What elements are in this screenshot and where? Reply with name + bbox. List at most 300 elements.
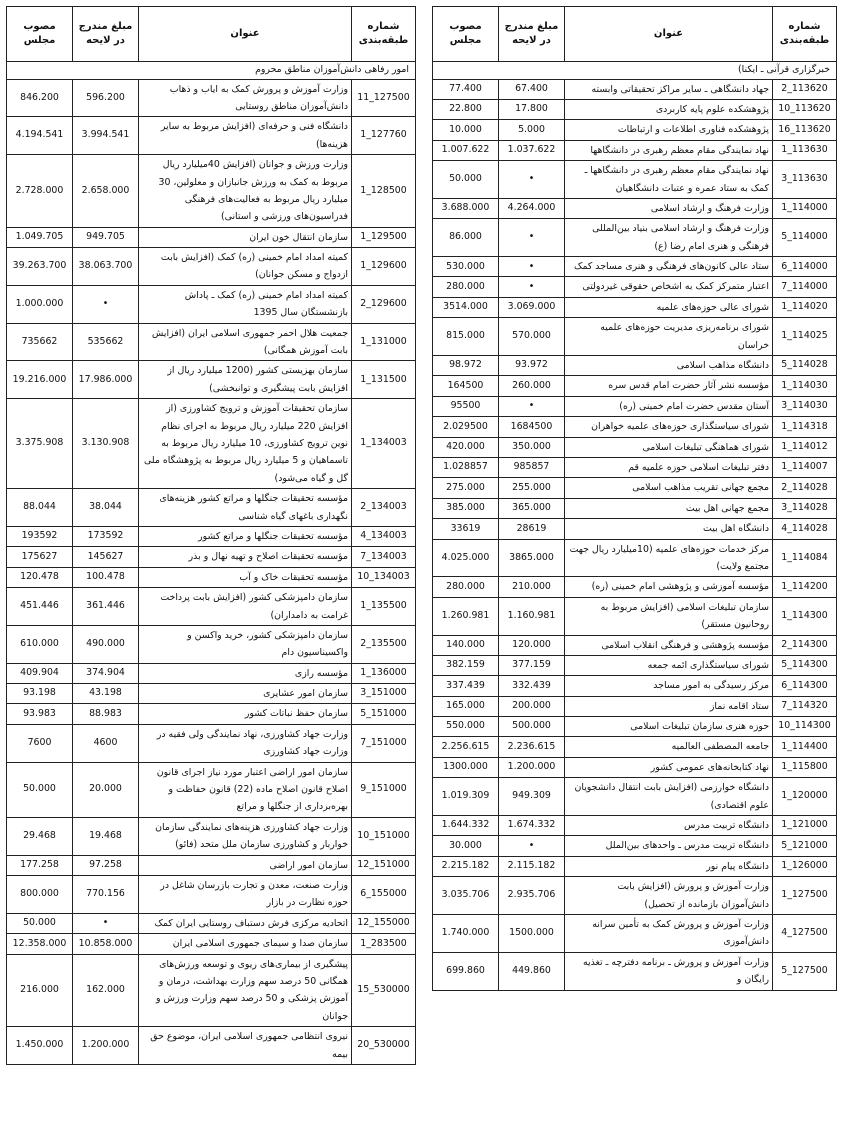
- section-title: خبرگزاری قرآنی ـ ایکنا): [433, 62, 837, 80]
- table-row: [7, 934, 416, 954]
- table-row: [433, 539, 837, 577]
- item-title: وزارت ورزش و جوانان (افزایش 40میلیارد ریال مربوط به کمک به ورزش جانبازان و معلولین، 30 میلیارد ریال مربوط به فعالیت‌های فرهنگی فدراسیون‌های ورزشی و استانی): [139, 155, 352, 228]
- approved-amount: 2.256.615: [433, 737, 499, 757]
- bill-amount: 28619: [499, 519, 565, 539]
- approved-amount: 3514.000: [433, 297, 499, 317]
- bill-amount: 3.069.000: [499, 297, 565, 317]
- bill-amount: 17.800: [499, 99, 565, 119]
- table-row: [433, 676, 837, 696]
- bill-amount: 3.994.541: [73, 117, 139, 155]
- table-row: [7, 875, 416, 913]
- approved-amount: 1.019.309: [433, 778, 499, 816]
- table-row: [7, 762, 416, 817]
- approved-amount: 280.000: [433, 577, 499, 597]
- item-title: دانشگاه تربیت مدرس: [565, 816, 773, 836]
- header-approved: مصوب مجلس: [7, 7, 73, 62]
- approved-amount: 1.644.332: [433, 816, 499, 836]
- classification-code: 127500_5: [773, 952, 837, 990]
- bill-amount: 210.000: [499, 577, 565, 597]
- item-title: پژوهشکده فناوری اطلاعات و ارتباطات: [565, 120, 773, 140]
- bill-amount: 1.200.000: [499, 757, 565, 777]
- approved-amount: 735662: [7, 323, 73, 361]
- classification-code: 114007_1: [773, 458, 837, 478]
- item-title: وزارت جهاد کشاورزی، نهاد نمایندگی ولی فقیه در وزارت جهاد کشاورزی: [139, 724, 352, 762]
- approved-amount: 4.025.000: [433, 539, 499, 577]
- approved-amount: 165.000: [433, 696, 499, 716]
- item-title: آستان مقدس حضرت امام خمینی (ره): [565, 396, 773, 416]
- header-code: شماره طبقه‌بندی: [773, 7, 837, 62]
- table-row: [433, 478, 837, 498]
- classification-code: 155000_6: [352, 875, 416, 913]
- classification-code: 126000_1: [773, 856, 837, 876]
- approved-amount: 98.972: [433, 356, 499, 376]
- classification-code: 114000_7: [773, 277, 837, 297]
- approved-amount: 22.800: [433, 99, 499, 119]
- item-title: مؤسسه تحقیقات خاک و آب: [139, 567, 352, 587]
- table-row: [7, 323, 416, 361]
- item-title: اتحادیه مرکزی فرش دستباف روستایی ایران کمک: [139, 913, 352, 933]
- classification-code: 151000_3: [352, 684, 416, 704]
- bill-amount: •: [499, 161, 565, 199]
- bill-amount: 596.200: [73, 79, 139, 117]
- classification-code: 120000_1: [773, 778, 837, 816]
- header-code: شماره طبقه‌بندی: [352, 7, 416, 62]
- approved-amount: 1300.000: [433, 757, 499, 777]
- table-row: [433, 99, 837, 119]
- table-row: [433, 519, 837, 539]
- table-row: [433, 417, 837, 437]
- bill-amount: 17.986.000: [73, 361, 139, 399]
- classification-code: 114200_1: [773, 577, 837, 597]
- approved-amount: 19.216.000: [7, 361, 73, 399]
- classification-code: 114028_2: [773, 478, 837, 498]
- bill-amount: 985857: [499, 458, 565, 478]
- budget-table-left: [6, 6, 416, 1065]
- bill-amount: 1.674.332: [499, 816, 565, 836]
- bill-amount: 377.159: [499, 655, 565, 675]
- table-row: [7, 79, 416, 117]
- approved-amount: 50.000: [7, 762, 73, 817]
- table-row: [7, 954, 416, 1027]
- approved-amount: 164500: [433, 376, 499, 396]
- bill-amount: 38.063.700: [73, 248, 139, 286]
- table-row: [7, 855, 416, 875]
- item-title: مؤسسه تحقیقات جنگلها و مراتع کشور: [139, 526, 352, 546]
- item-title: سازمان امور اراضی اعتبار مورد نیاز اجرای قانون اصلاح قانون اصلاح ماده (22) قانون حفاظت و بهره‌برداری از جنگلها و مراتع: [139, 762, 352, 817]
- classification-code: 114028_5: [773, 356, 837, 376]
- table-row: [7, 817, 416, 855]
- approved-amount: 610.000: [7, 625, 73, 663]
- table-row: [433, 140, 837, 160]
- table-row: [433, 79, 837, 99]
- approved-amount: 1.028857: [433, 458, 499, 478]
- header-row: [433, 7, 837, 62]
- item-title: مؤسسه آموزشی و پژوهشی امام خمینی (ره): [565, 577, 773, 597]
- bill-amount: 1.037.622: [499, 140, 565, 160]
- section-row: [7, 62, 416, 80]
- item-title: سازمان امور عشایری: [139, 684, 352, 704]
- approved-amount: 337.439: [433, 676, 499, 696]
- approved-amount: 88.044: [7, 489, 73, 527]
- classification-code: 113630_1: [773, 140, 837, 160]
- item-title: سازمان تحقیقات آموزش و ترویج کشاورزی (از افزایش 220 میلیارد ریال مربوط به اجرای نظام نوین ترویج کشاورزی، 10 میلیارد ریال مربوط به تاسماهیان و 5 میلیارد ریال مربوط به پژوهشگاه ملی گل و گیاه می‌شود): [139, 399, 352, 489]
- bill-amount: 260.000: [499, 376, 565, 396]
- approved-amount: 1.007.622: [433, 140, 499, 160]
- item-title: پژوهشکده علوم پایه کاربردی: [565, 99, 773, 119]
- approved-amount: 1.740.000: [433, 914, 499, 952]
- bill-amount: 10.858.000: [73, 934, 139, 954]
- item-title: وزارت صنعت، معدن و تجارت بازرسان شاغل در حوزه نظارت در بازار: [139, 875, 352, 913]
- table-row: [7, 285, 416, 323]
- approved-amount: 33619: [433, 519, 499, 539]
- approved-amount: 699.860: [433, 952, 499, 990]
- header-title: عنوان: [565, 7, 773, 62]
- item-title: مجمع جهانی تقریب مذاهب اسلامی: [565, 478, 773, 498]
- classification-code: 114030_3: [773, 396, 837, 416]
- bill-amount: 500.000: [499, 717, 565, 737]
- table-row: [7, 526, 416, 546]
- classification-code: 114025_1: [773, 318, 837, 356]
- bill-amount: 949.705: [73, 227, 139, 247]
- approved-amount: 530.000: [433, 257, 499, 277]
- bill-amount: 20.000: [73, 762, 139, 817]
- bill-amount: •: [499, 219, 565, 257]
- approved-amount: 1.260.981: [433, 597, 499, 635]
- bill-amount: 1.160.981: [499, 597, 565, 635]
- classification-code: 129500_1: [352, 227, 416, 247]
- item-title: اعتبار متمرکز کمک به اشخاص حقوقی غیردولتی: [565, 277, 773, 297]
- table-row: [433, 597, 837, 635]
- approved-amount: 3.375.908: [7, 399, 73, 489]
- item-title: حوزه هنری سازمان تبلیغات اسلامی: [565, 717, 773, 737]
- classification-code: 114300_6: [773, 676, 837, 696]
- classification-code: 114028_4: [773, 519, 837, 539]
- table-row: [433, 737, 837, 757]
- classification-code: 114030_1: [773, 376, 837, 396]
- table-row: [7, 248, 416, 286]
- table-row: [433, 696, 837, 716]
- classification-code: 128500_1: [352, 155, 416, 228]
- item-title: شورای هماهنگی تبلیغات اسلامی: [565, 437, 773, 457]
- bill-amount: 200.000: [499, 696, 565, 716]
- bill-amount: 4.264.000: [499, 198, 565, 218]
- classification-code: 151000_9: [352, 762, 416, 817]
- approved-amount: 29.468: [7, 817, 73, 855]
- table-row: [433, 356, 837, 376]
- classification-code: 115800_1: [773, 757, 837, 777]
- approved-amount: 4.194.541: [7, 117, 73, 155]
- classification-code: 127500_4: [773, 914, 837, 952]
- bill-amount: 100.478: [73, 567, 139, 587]
- item-title: مرکز رسیدگی به امور مساجد: [565, 676, 773, 696]
- bill-amount: 67.400: [499, 79, 565, 99]
- bill-amount: 570.000: [499, 318, 565, 356]
- classification-code: 114300_1: [773, 597, 837, 635]
- classification-code: 114400_1: [773, 737, 837, 757]
- approved-amount: 39.263.700: [7, 248, 73, 286]
- item-title: کمیته امداد امام خمینی (ره) کمک ـ پاداش بازنشستگان سال 1395: [139, 285, 352, 323]
- classification-code: 114000_5: [773, 219, 837, 257]
- approved-amount: 2.728.000: [7, 155, 73, 228]
- item-title: ستاد عالی کانون‌های فرهنگی و هنری مساجد کمک: [565, 257, 773, 277]
- bill-amount: 88.983: [73, 704, 139, 724]
- table-row: [433, 952, 837, 990]
- classification-code: 114000_1: [773, 198, 837, 218]
- classification-code: 134003_4: [352, 526, 416, 546]
- approved-amount: 2.029500: [433, 417, 499, 437]
- approved-amount: 175627: [7, 547, 73, 567]
- approved-amount: 216.000: [7, 954, 73, 1027]
- item-title: جهاد دانشگاهی ـ سایر مراکز تحقیقاتی وابسته: [565, 79, 773, 99]
- table-row: [433, 396, 837, 416]
- item-title: نهاد نمایندگی مقام معظم رهبری در دانشگاهها ـ کمک به ستاد عمره و عتبات دانشگاهیان: [565, 161, 773, 199]
- header-bill: مبلغ مندرج در لایحه: [73, 7, 139, 62]
- item-title: وزارت آموزش و پرورش کمک به ایاب و ذهاب دانش‌آموزان مناطق روستایی: [139, 79, 352, 117]
- table-row: [433, 219, 837, 257]
- classification-code: 151000_7: [352, 724, 416, 762]
- approved-amount: 420.000: [433, 437, 499, 457]
- classification-code: 155000_12: [352, 913, 416, 933]
- bill-amount: 365.000: [499, 498, 565, 518]
- table-row: [433, 914, 837, 952]
- bill-amount: 2.115.182: [499, 856, 565, 876]
- classification-code: 114318_1: [773, 417, 837, 437]
- item-title: دانشگاه خوارزمی (افزایش بابت انتقال دانشجویان علوم اقتصادی): [565, 778, 773, 816]
- table-row: [433, 498, 837, 518]
- item-title: دانشگاه تربیت مدرس ـ واحدهای بین‌الملل: [565, 836, 773, 856]
- classification-code: 151000_10: [352, 817, 416, 855]
- classification-code: 131000_1: [352, 323, 416, 361]
- approved-amount: 93.983: [7, 704, 73, 724]
- item-title: دانشگاه فنی و حرفه‌ای (افزایش مربوط به سایر هزینه‌ها): [139, 117, 352, 155]
- classification-code: 283500_1: [352, 934, 416, 954]
- bill-amount: 361.446: [73, 588, 139, 626]
- item-title: وزارت آموزش و پرورش ـ برنامه دفترچه ـ تغذیه رایگان و: [565, 952, 773, 990]
- table-row: [7, 227, 416, 247]
- approved-amount: 12.358.000: [7, 934, 73, 954]
- approved-amount: 409.904: [7, 663, 73, 683]
- classification-code: 114084_1: [773, 539, 837, 577]
- header-row: [7, 7, 416, 62]
- classification-code: 121000_5: [773, 836, 837, 856]
- approved-amount: 86.000: [433, 219, 499, 257]
- item-title: شورای سیاستگذاری ائمه جمعه: [565, 655, 773, 675]
- classification-code: 113620_16: [773, 120, 837, 140]
- classification-code: 136000_1: [352, 663, 416, 683]
- approved-amount: 385.000: [433, 498, 499, 518]
- classification-code: 113620_2: [773, 79, 837, 99]
- approved-amount: 3.035.706: [433, 877, 499, 915]
- classification-code: 127760_1: [352, 117, 416, 155]
- table-row: [433, 778, 837, 816]
- item-title: سازمان امور اراضی: [139, 855, 352, 875]
- table-row: [7, 117, 416, 155]
- item-title: مؤسسه تحقیقات اصلاح و تهیه نهال و بذر: [139, 547, 352, 567]
- approved-amount: 2.215.182: [433, 856, 499, 876]
- item-title: وزارت آموزش و پرورش (افزایش بابت دانش‌آموزان بازمانده از تحصیل): [565, 877, 773, 915]
- item-title: شورای سیاستگذاری حوزه‌های علمیه خواهران: [565, 417, 773, 437]
- bill-amount: 145627: [73, 547, 139, 567]
- classification-code: 113620_10: [773, 99, 837, 119]
- bill-amount: 2.658.000: [73, 155, 139, 228]
- bill-amount: 43.198: [73, 684, 139, 704]
- classification-code: 114320_7: [773, 696, 837, 716]
- table-row: [7, 724, 416, 762]
- item-title: سازمان حفظ نباتات کشور: [139, 704, 352, 724]
- item-title: مؤسسه نشر آثار حضرت امام قدس سره: [565, 376, 773, 396]
- item-title: شورای برنامه‌ریزی مدیریت حوزه‌های علمیه خراسان: [565, 318, 773, 356]
- approved-amount: 77.400: [433, 79, 499, 99]
- table-row: [433, 318, 837, 356]
- table-row: [433, 717, 837, 737]
- classification-code: 134003_1: [352, 399, 416, 489]
- table-row: [433, 257, 837, 277]
- item-title: سازمان دامپزشکی کشور (افزایش بابت پرداخت غرامت به دامداران): [139, 588, 352, 626]
- approved-amount: 382.159: [433, 655, 499, 675]
- table-row: [7, 399, 416, 489]
- section-title: امور رفاهی دانش‌آموزان مناطق محروم: [7, 62, 416, 80]
- approved-amount: 1.049.705: [7, 227, 73, 247]
- approved-amount: 120.478: [7, 567, 73, 587]
- item-title: کمیته امداد امام خمینی (ره) کمک (افزایش بابت ازدواج و مسکن جوانان): [139, 248, 352, 286]
- bill-amount: 4600: [73, 724, 139, 762]
- classification-code: 135500_2: [352, 625, 416, 663]
- table-row: [433, 836, 837, 856]
- bill-amount: •: [499, 277, 565, 297]
- table-row: [433, 376, 837, 396]
- item-title: سازمان انتقال خون ایران: [139, 227, 352, 247]
- bill-amount: •: [73, 285, 139, 323]
- approved-amount: 95500: [433, 396, 499, 416]
- classification-code: 129600_1: [352, 248, 416, 286]
- bill-amount: •: [73, 913, 139, 933]
- approved-amount: 10.000: [433, 120, 499, 140]
- table-row: [433, 655, 837, 675]
- classification-code: 135500_1: [352, 588, 416, 626]
- item-title: وزارت جهاد کشاورزی هزینه‌های نمایندگی سازمان خواربار و کشاورزی سازمان ملل متحد (فائو): [139, 817, 352, 855]
- bill-amount: 374.904: [73, 663, 139, 683]
- approved-amount: 140.000: [433, 635, 499, 655]
- item-title: پیشگیری از بیماری‌های ریوی و توسعه ورزش‌های همگانی 50 درصد سهم وزارت بهداشت، درمان و آموزش پزشکی و 50 درصد سهم وزارت ورزش و جوانان: [139, 954, 352, 1027]
- classification-code: 151000_5: [352, 704, 416, 724]
- table-row: [7, 1027, 416, 1065]
- item-title: شورای عالی حوزه‌های علمیه: [565, 297, 773, 317]
- classification-code: 114028_3: [773, 498, 837, 518]
- item-title: سازمان صدا و سیمای جمهوری اسلامی ایران: [139, 934, 352, 954]
- approved-amount: 275.000: [433, 478, 499, 498]
- approved-amount: 30.000: [433, 836, 499, 856]
- classification-code: 121000_1: [773, 816, 837, 836]
- item-title: وزارت فرهنگ و ارشاد اسلامی بنیاد بین‌المللی فرهنگی و هنری امام رضا (ع): [565, 219, 773, 257]
- table-row: [7, 625, 416, 663]
- table-row: [433, 877, 837, 915]
- bill-amount: 2.935.706: [499, 877, 565, 915]
- bill-amount: 3.130.908: [73, 399, 139, 489]
- approved-amount: 3.688.000: [433, 198, 499, 218]
- classification-code: 114000_6: [773, 257, 837, 277]
- approved-amount: 50.000: [433, 161, 499, 199]
- classification-code: 129600_2: [352, 285, 416, 323]
- table-row: [433, 757, 837, 777]
- item-title: جمعیت هلال احمر جمهوری اسلامی ایران (افزایش بابت آموزش همگانی): [139, 323, 352, 361]
- bill-amount: •: [499, 836, 565, 856]
- table-row: [433, 437, 837, 457]
- classification-code: 127500_11: [352, 79, 416, 117]
- item-title: مرکز خدمات حوزه‌های علمیه (10میلیارد ریال جهت مجتمع ولایت): [565, 539, 773, 577]
- table-row: [7, 913, 416, 933]
- table-row: [433, 635, 837, 655]
- table-row: [433, 577, 837, 597]
- bill-amount: 19.468: [73, 817, 139, 855]
- bill-amount: 1500.000: [499, 914, 565, 952]
- item-title: دانشگاه مذاهب اسلامی: [565, 356, 773, 376]
- table-row: [7, 155, 416, 228]
- approved-amount: 280.000: [433, 277, 499, 297]
- bill-amount: 770.156: [73, 875, 139, 913]
- table-row: [433, 458, 837, 478]
- classification-code: 134003_7: [352, 547, 416, 567]
- approved-amount: 50.000: [7, 913, 73, 933]
- item-title: دانشگاه اهل بیت: [565, 519, 773, 539]
- bill-amount: •: [499, 396, 565, 416]
- item-title: مجمع جهانی اهل بیت: [565, 498, 773, 518]
- table-row: [7, 489, 416, 527]
- approved-amount: 550.000: [433, 717, 499, 737]
- table-row: [433, 198, 837, 218]
- bill-amount: •: [499, 257, 565, 277]
- budget-table-right: [432, 6, 837, 991]
- approved-amount: 7600: [7, 724, 73, 762]
- bill-amount: 490.000: [73, 625, 139, 663]
- bill-amount: 93.972: [499, 356, 565, 376]
- classification-code: 134003_10: [352, 567, 416, 587]
- approved-amount: 93.198: [7, 684, 73, 704]
- classification-code: 114300_5: [773, 655, 837, 675]
- approved-amount: 193592: [7, 526, 73, 546]
- approved-amount: 177.258: [7, 855, 73, 875]
- table-row: [7, 547, 416, 567]
- item-title: سازمان دامپزشکی کشور، خرید واکسن و واکسیناسیون دام: [139, 625, 352, 663]
- table-row: [433, 816, 837, 836]
- classification-code: 131500_1: [352, 361, 416, 399]
- classification-code: 151000_12: [352, 855, 416, 875]
- bill-amount: 38.044: [73, 489, 139, 527]
- table-row: [433, 120, 837, 140]
- item-title: دانشگاه پیام نور: [565, 856, 773, 876]
- classification-code: 127500_1: [773, 877, 837, 915]
- item-title: جامعه المصطفی العالمیه: [565, 737, 773, 757]
- table-row: [433, 277, 837, 297]
- approved-amount: 451.446: [7, 588, 73, 626]
- approved-amount: 1.450.000: [7, 1027, 73, 1065]
- item-title: ستاد اقامه نماز: [565, 696, 773, 716]
- item-title: سازمان تبلیغات اسلامی (افزایش مربوط به روحانیون مستقر): [565, 597, 773, 635]
- item-title: مؤسسه رازی: [139, 663, 352, 683]
- bill-amount: 1.200.000: [73, 1027, 139, 1065]
- table-row: [7, 704, 416, 724]
- item-title: مؤسسه تحقیقات جنگلها و مراتع کشور هزینه‌های نگهداری باغهای گیاه شناسی: [139, 489, 352, 527]
- item-title: وزارت فرهنگ و ارشاد اسلامی: [565, 198, 773, 218]
- item-title: نهاد نمایندگی مقام معظم رهبری در دانشگاهها: [565, 140, 773, 160]
- bill-amount: 120.000: [499, 635, 565, 655]
- table-row: [433, 161, 837, 199]
- classification-code: 113630_3: [773, 161, 837, 199]
- approved-amount: 800.000: [7, 875, 73, 913]
- bill-amount: 5.000: [499, 120, 565, 140]
- table-row: [433, 856, 837, 876]
- approved-amount: 815.000: [433, 318, 499, 356]
- item-title: سازمان بهزیستی کشور (1200 میلیارد ریال از افزایش بابت پیشگیری و توانبخشی): [139, 361, 352, 399]
